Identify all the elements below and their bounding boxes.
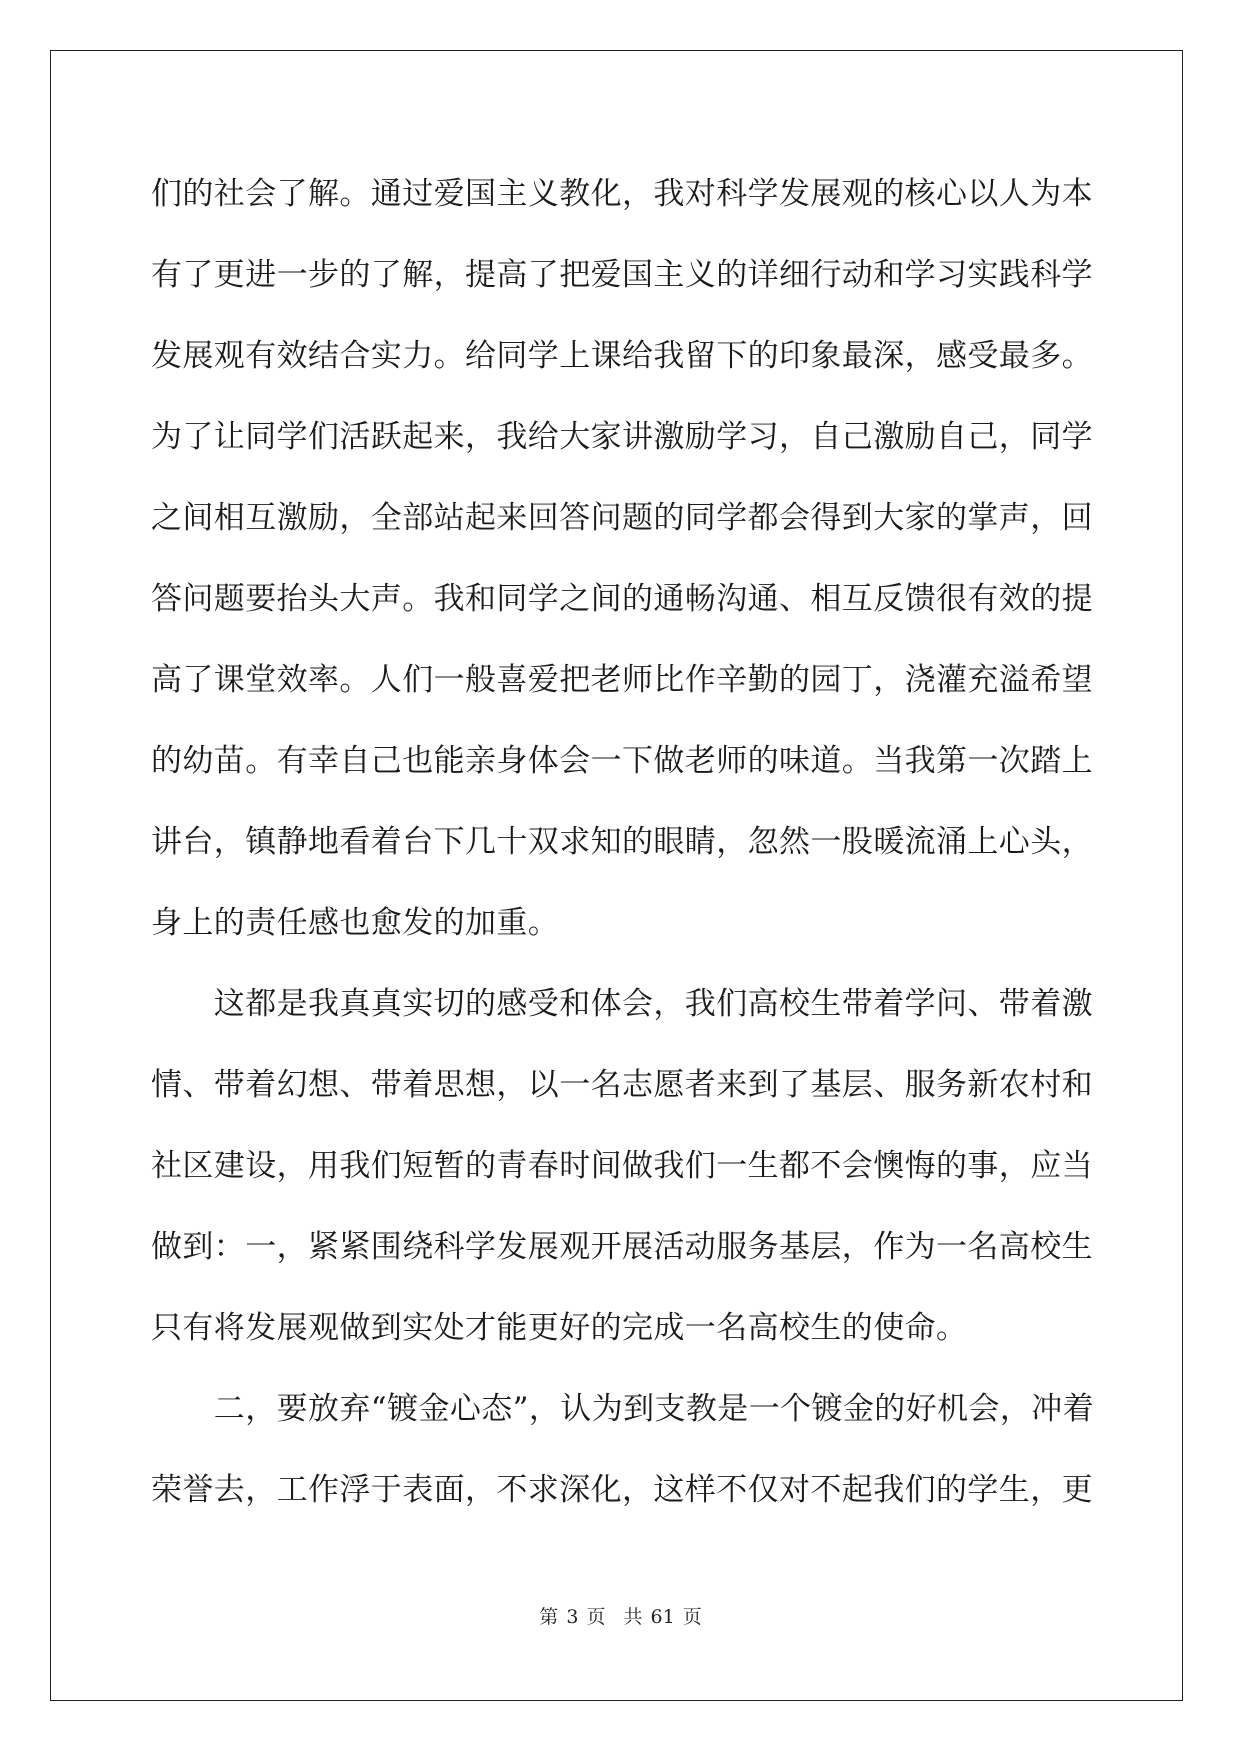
text-line: 这都是我真真实切的感受和体会，我们高校生带着学问、带着激 <box>151 986 1093 1022</box>
text-line: 荣誉去，工作浮于表面，不求深化，这样不仅对不起我们的学生，更 <box>151 1472 1093 1508</box>
text-line: 二，要放弃“镀金心态”，认为到支教是一个镀金的好机会，冲着 <box>151 1391 1095 1427</box>
text-line: 高了课堂效率。人们一般喜爱把老师比作辛勤的园丁，浇灌充溢希望 <box>151 662 1093 698</box>
text-line: 社区建设，用我们短暂的青春时间做我们一生都不会懊悔的事，应当 <box>151 1148 1093 1184</box>
page-total: 共 61 页 <box>623 1606 702 1628</box>
text-line: 的幼苗。有幸自己也能亲身体会一下做老师的味道。当我第一次踏上 <box>151 743 1093 779</box>
document-body <box>151 154 1095 1531</box>
text-line: 发展观有效结合实力。给同学上课给我留下的印象最深，感受最多。 <box>151 338 1093 374</box>
paragraph <box>151 1369 1095 1531</box>
page-footer <box>0 1602 1241 1629</box>
page-number: 第 3 页 <box>539 1606 606 1628</box>
text-line: 讲台，镇静地看着台下几十双求知的眼睛，忽然一股暖流涌上心头， <box>151 824 1093 860</box>
text-line: 身上的责任感也愈发的加重。 <box>151 905 560 941</box>
paragraph <box>151 964 1091 1369</box>
text-line: 只有将发展观做到实处才能更好的完成一名高校生的使命。 <box>151 1310 968 1346</box>
text-line: 答问题要抬头大声。我和同学之间的通畅沟通、相互反馈很有效的提 <box>151 581 1093 617</box>
text-line: 们的社会了解。通过爱国主义教化，我对科学发展观的核心以人为本 <box>151 176 1093 212</box>
paragraph <box>151 154 1091 964</box>
text-line: 做到：一，紧紧围绕科学发展观开展活动服务基层，作为一名高校生 <box>151 1229 1093 1265</box>
text-line: 为了让同学们活跃起来，我给大家讲激励学习，自己激励自己，同学 <box>151 419 1093 455</box>
text-line: 有了更进一步的了解，提高了把爱国主义的详细行动和学习实践科学 <box>151 257 1093 293</box>
text-line: 情、带着幻想、带着思想，以一名志愿者来到了基层、服务新农村和 <box>151 1067 1093 1103</box>
text-line: 之间相互激励，全部站起来回答问题的同学都会得到大家的掌声，回 <box>151 500 1093 536</box>
